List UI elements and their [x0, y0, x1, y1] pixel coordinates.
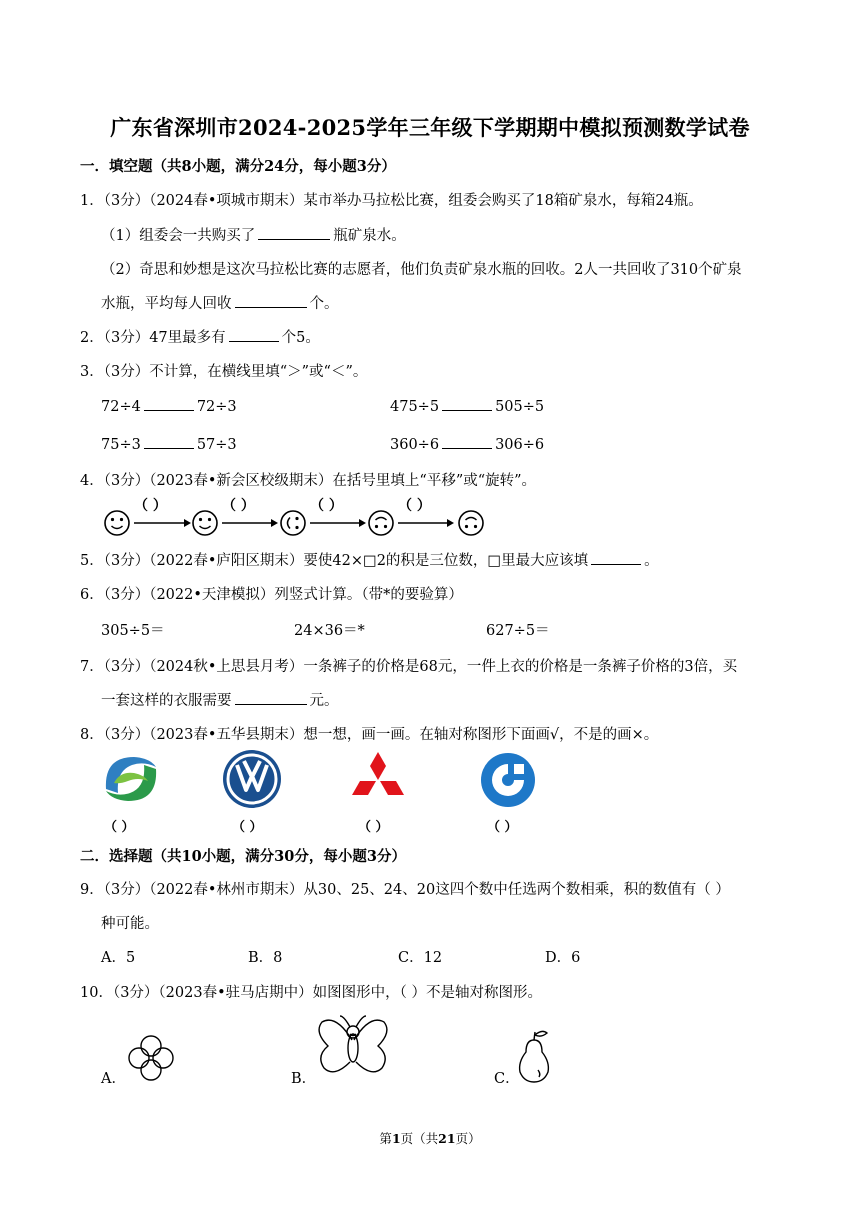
- pear-icon: [514, 1028, 554, 1084]
- q3-item-1-left: 72÷4: [101, 399, 141, 415]
- q9-option-d[interactable]: D．6: [545, 950, 581, 966]
- q7-pre: 一套这样的衣服需要: [101, 693, 232, 709]
- q8-paren-4[interactable]: （ ）: [487, 820, 518, 835]
- q4-paren-2[interactable]: （ ）: [222, 498, 255, 514]
- q8-paren-1[interactable]: （ ）: [104, 820, 135, 835]
- q9-line2: 种可能。: [101, 916, 159, 932]
- q1-sub1: [101, 224, 406, 245]
- page-footer: [0, 1129, 860, 1147]
- section-2-heading: 二．选择题（共10小题，满分30分，每小题3分）: [80, 848, 406, 865]
- footer-page-number: 1: [391, 1131, 401, 1146]
- q7-line2: [101, 689, 339, 710]
- q3-item-2-left: 475÷5: [390, 399, 440, 415]
- q8-paren-3[interactable]: （ ）: [358, 820, 389, 835]
- q9-option-c[interactable]: C．12: [398, 950, 443, 966]
- q6-item-1: 305÷5＝: [101, 623, 165, 639]
- q6-item-2: 24×36＝*: [294, 623, 365, 639]
- q1-sub1-post: 瓶矿泉水。: [333, 228, 406, 244]
- q3-item-2-right: 505÷5: [495, 399, 545, 415]
- q10-stem: 10．（3分）（2023春•驻马店期中）如图图形中，（ ）不是轴对称图形。: [80, 985, 542, 1001]
- q3-item-4: [390, 434, 544, 453]
- q9-line1: 9．（3分）（2022春•林州市期末）从30、25、24、20这四个数中任选两个数相乘，积的数值有（ ）: [80, 882, 730, 898]
- footer-post: 页）: [455, 1131, 481, 1146]
- q4-paren-3[interactable]: （ ）: [310, 498, 343, 514]
- q2-blank[interactable]: [229, 327, 279, 342]
- smiley-face-icon: [105, 511, 129, 535]
- q3-item-2: [390, 396, 544, 415]
- q6-item-3: 627÷5＝: [486, 623, 550, 639]
- q3-item-2-blank[interactable]: [442, 396, 492, 411]
- arrow-right-icon: [398, 519, 454, 527]
- q1-sub2-post: 个。: [309, 296, 339, 312]
- q9-option-a[interactable]: A．5: [101, 950, 136, 966]
- smiley-face-upside-down-icon: [369, 511, 393, 535]
- page-title: 广东省深圳市2024-2025学年三年级下学期期中模拟预测数学试卷: [110, 115, 750, 140]
- q3-item-1: [101, 396, 237, 415]
- arrow-right-icon: [134, 519, 191, 527]
- q3-item-4-right: 306÷6: [495, 437, 545, 453]
- q1-sub1-blank[interactable]: [258, 225, 330, 240]
- mitsubishi-logo-icon: [346, 750, 410, 806]
- q5-line: [80, 549, 659, 570]
- q1-sub2-line2: [101, 292, 339, 313]
- arrow-right-icon: [222, 519, 278, 527]
- smiley-face-rotated-icon: [281, 511, 305, 535]
- volkswagen-logo-icon: [220, 748, 284, 810]
- q4-paren-4[interactable]: （ ）: [398, 498, 431, 514]
- q2-post: 个5。: [281, 330, 320, 346]
- q5-post: 。: [644, 553, 659, 569]
- q1-sub1-pre: （1）组委会一共购买了: [101, 228, 256, 244]
- q7-post: 元。: [309, 693, 339, 709]
- q1-sub2-blank[interactable]: [235, 293, 307, 308]
- china-mobile-logo-icon: [100, 749, 162, 809]
- q2-pre: 2．（3分）47里最多有: [80, 330, 226, 346]
- butterfly-icon: [314, 1012, 392, 1084]
- q3-item-3: [101, 434, 237, 453]
- q7-blank[interactable]: [235, 690, 307, 705]
- q3-item-4-blank[interactable]: [442, 434, 492, 449]
- q10-option-a[interactable]: A．: [101, 1071, 126, 1087]
- q3-item-3-left: 75÷3: [101, 437, 141, 453]
- q10-option-b[interactable]: B．: [291, 1071, 317, 1087]
- q1-sub2-line1: （2）奇思和妙想是这次马拉松比赛的志愿者，他们负责矿泉水瓶的回收。2人一共回收了310个矿泉: [101, 262, 742, 278]
- q3-item-1-blank[interactable]: [144, 396, 194, 411]
- q4-paren-1[interactable]: （ ）: [134, 498, 167, 514]
- q8-stem: 8．（3分）（2023春•五华县期末）想一想，画一画。在轴对称图形下面画√，不是的画×。: [80, 727, 659, 743]
- q3-item-1-right: 72÷3: [196, 399, 237, 415]
- q10-option-c[interactable]: C．: [494, 1071, 520, 1087]
- q1-sub2-pre: 水瓶，平均每人回收: [101, 296, 232, 312]
- footer-total-pages: 21: [438, 1131, 456, 1146]
- q3-item-4-left: 360÷6: [390, 437, 440, 453]
- q7-line1: 7．（3分）（2024秋•上思县月考）一条裤子的价格是68元，一件上衣的价格是一条裤子价格的3倍，买: [80, 659, 738, 675]
- q3-stem: 3．（3分）不计算，在横线里填“＞”或“＜”。: [80, 364, 368, 380]
- q4-stem: 4．（3分）（2023春•新会区校级期末）在括号里填上“平移”或“旋转”。: [80, 473, 537, 489]
- ccb-logo-icon: [478, 750, 540, 810]
- q9-option-b[interactable]: B．8: [248, 950, 283, 966]
- footer-mid: 页（共: [400, 1131, 439, 1146]
- q5-pre: 5．（3分）（2022春•庐阳区期末）要使42×□2的积是三位数，□里最大应该填: [80, 553, 589, 569]
- q4-smiley-sequence: [100, 496, 500, 540]
- q3-item-3-right: 57÷3: [196, 437, 237, 453]
- section-1-heading: 一．填空题（共8小题，满分24分，每小题3分）: [80, 158, 396, 175]
- smiley-face-icon: [193, 511, 217, 535]
- flower-icon: [126, 1033, 176, 1083]
- arrow-right-icon: [310, 519, 366, 527]
- q3-item-3-blank[interactable]: [144, 434, 194, 449]
- q8-paren-2[interactable]: （ ）: [232, 820, 263, 835]
- q6-stem: 6．（3分）（2022•天津模拟）列竖式计算。（带*的要验算）: [80, 587, 463, 603]
- smiley-face-upside-down-icon: [459, 511, 483, 535]
- q5-blank[interactable]: [591, 550, 641, 565]
- footer-pre: 第: [379, 1131, 392, 1146]
- q1-stem: 1．（3分）（2024春•项城市期末）某市举办马拉松比赛，组委会购买了18箱矿泉水，每箱24瓶。: [80, 193, 703, 209]
- q2-line: [80, 326, 320, 347]
